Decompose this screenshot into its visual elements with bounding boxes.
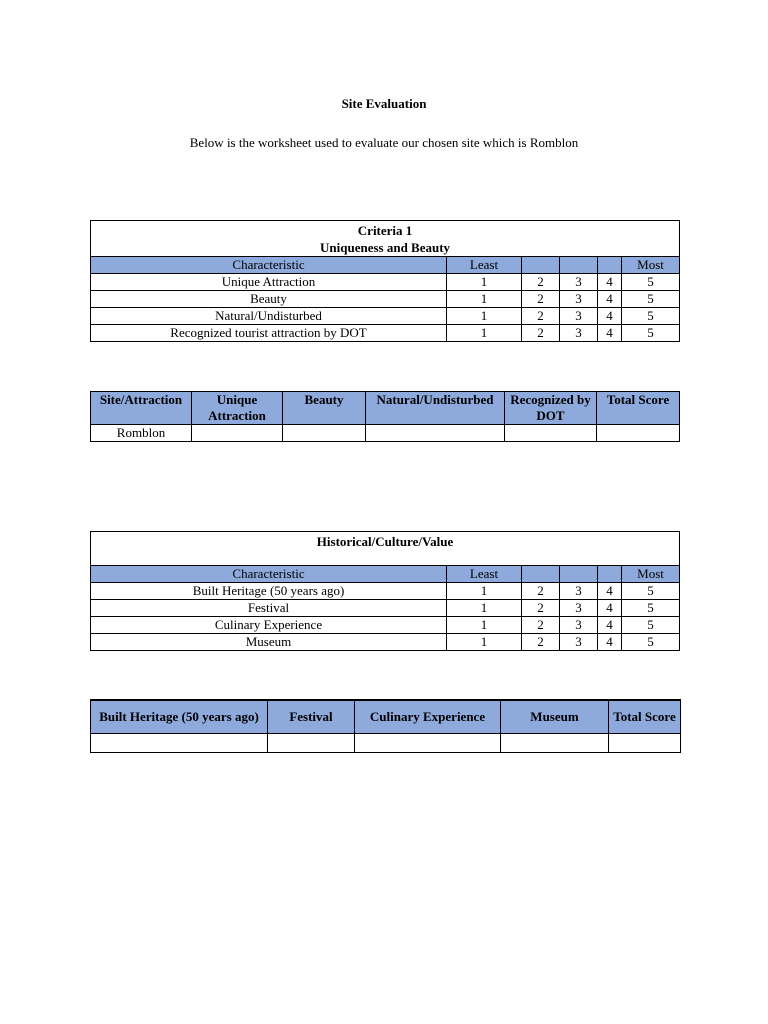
col-natural-undisturbed: Natural/Undisturbed [366, 392, 505, 425]
score-value-cell: 5 [622, 600, 680, 617]
score-cell[interactable] [597, 425, 680, 442]
score-value-cell: 1 [447, 325, 522, 342]
score-value-cell: 3 [560, 291, 598, 308]
col-recognized-dot: Recognized by DOT [505, 392, 597, 425]
heritage-score-header-row [91, 700, 681, 734]
score-value-cell: 4 [598, 291, 622, 308]
table-row [91, 425, 680, 442]
score-cell[interactable] [366, 425, 505, 442]
page-title: Site Evaluation [341, 96, 427, 111]
score-value-cell: 2 [522, 583, 560, 600]
characteristic-cell: Museum [91, 634, 447, 651]
score-value-cell: 5 [622, 583, 680, 600]
score-value-cell: 3 [560, 600, 598, 617]
characteristic-header: Characteristic [91, 257, 447, 274]
characteristic-cell: Culinary Experience [91, 617, 447, 634]
criteria2-table [90, 531, 680, 651]
score-value-cell: 1 [447, 274, 522, 291]
score-value-cell: 1 [447, 600, 522, 617]
score-value-cell: 2 [522, 634, 560, 651]
score-value-cell: 3 [560, 634, 598, 651]
score-value-cell: 4 [598, 308, 622, 325]
score-cell[interactable] [505, 425, 597, 442]
characteristic-cell: Natural/Undisturbed [91, 308, 447, 325]
score-cell[interactable] [268, 734, 355, 753]
score-value-cell: 2 [522, 308, 560, 325]
criteria2-header-row [91, 566, 680, 583]
score-value-cell: 2 [522, 600, 560, 617]
criteria1-body [91, 274, 680, 342]
table-row [91, 634, 680, 651]
table-row [91, 600, 680, 617]
score-value-cell: 2 [522, 325, 560, 342]
score-value-cell: 1 [447, 634, 522, 651]
score-value-cell: 4 [598, 325, 622, 342]
score-value-cell: 3 [560, 617, 598, 634]
criteria2-caption [91, 532, 680, 566]
col-beauty: Beauty [283, 392, 366, 425]
characteristic-cell: Festival [91, 600, 447, 617]
score-value-cell: 3 [560, 583, 598, 600]
characteristic-cell: Built Heritage (50 years ago) [91, 583, 447, 600]
table-row [91, 291, 680, 308]
score-value-cell: 5 [622, 634, 680, 651]
table-row [91, 308, 680, 325]
score-value-cell: 1 [447, 291, 522, 308]
criteria2-body [91, 583, 680, 651]
score-value-cell: 5 [622, 274, 680, 291]
score-value-cell: 5 [622, 325, 680, 342]
score-value-cell: 3 [560, 325, 598, 342]
least-header: Least [447, 257, 522, 274]
score-value-cell: 4 [598, 617, 622, 634]
least-header: Least [447, 566, 522, 583]
site-score-table [90, 391, 680, 442]
site-name-cell: Romblon [91, 425, 192, 442]
score-value-cell: 4 [598, 274, 622, 291]
characteristic-header: Characteristic [91, 566, 447, 583]
table-row [91, 734, 681, 753]
criteria1-caption [91, 221, 680, 257]
score-value-cell: 5 [622, 291, 680, 308]
col-built-heritage: Built Heritage (50 years ago) [91, 700, 268, 734]
score-value-cell: 1 [447, 617, 522, 634]
score-cell[interactable] [501, 734, 609, 753]
criteria1-table [90, 220, 680, 342]
score-value-cell: 3 [560, 308, 598, 325]
score-value-cell: 1 [447, 583, 522, 600]
table-row [91, 617, 680, 634]
criteria1-subheading: Uniqueness and Beauty [320, 240, 451, 255]
score-value-cell: 5 [622, 308, 680, 325]
col-total-score: Total Score [609, 700, 681, 734]
score-value-cell: 1 [447, 308, 522, 325]
score-value-cell: 2 [522, 274, 560, 291]
most-header: Most [622, 257, 680, 274]
col-museum: Museum [501, 700, 609, 734]
criteria1-heading: Criteria 1 [357, 223, 413, 238]
intro-text: Below is the worksheet used to evaluate our chosen site which is Romblon [189, 135, 579, 150]
col-unique-attraction: Unique Attraction [192, 392, 283, 425]
table-row [91, 274, 680, 291]
col-site-attraction: Site/Attraction [91, 392, 192, 425]
score-cell[interactable] [91, 734, 268, 753]
score-value-cell: 3 [560, 274, 598, 291]
most-header: Most [622, 566, 680, 583]
score-value-cell: 4 [598, 634, 622, 651]
criteria1-header-row [91, 257, 680, 274]
characteristic-cell: Recognized tourist attraction by DOT [91, 325, 447, 342]
site-score-header-row [91, 392, 680, 425]
score-value-cell: 2 [522, 617, 560, 634]
score-value-cell: 4 [598, 600, 622, 617]
score-cell[interactable] [192, 425, 283, 442]
table-row [91, 583, 680, 600]
col-total-score: Total Score [597, 392, 680, 425]
score-value-cell: 4 [598, 583, 622, 600]
criteria2-heading: Historical/Culture/Value [316, 534, 454, 549]
score-value-cell: 2 [522, 291, 560, 308]
score-cell[interactable] [609, 734, 681, 753]
score-cell[interactable] [355, 734, 501, 753]
heritage-score-table [90, 699, 681, 753]
table-row [91, 325, 680, 342]
col-festival: Festival [268, 700, 355, 734]
characteristic-cell: Beauty [91, 291, 447, 308]
score-value-cell: 5 [622, 617, 680, 634]
score-cell[interactable] [283, 425, 366, 442]
col-culinary-experience: Culinary Experience [355, 700, 501, 734]
characteristic-cell: Unique Attraction [91, 274, 447, 291]
